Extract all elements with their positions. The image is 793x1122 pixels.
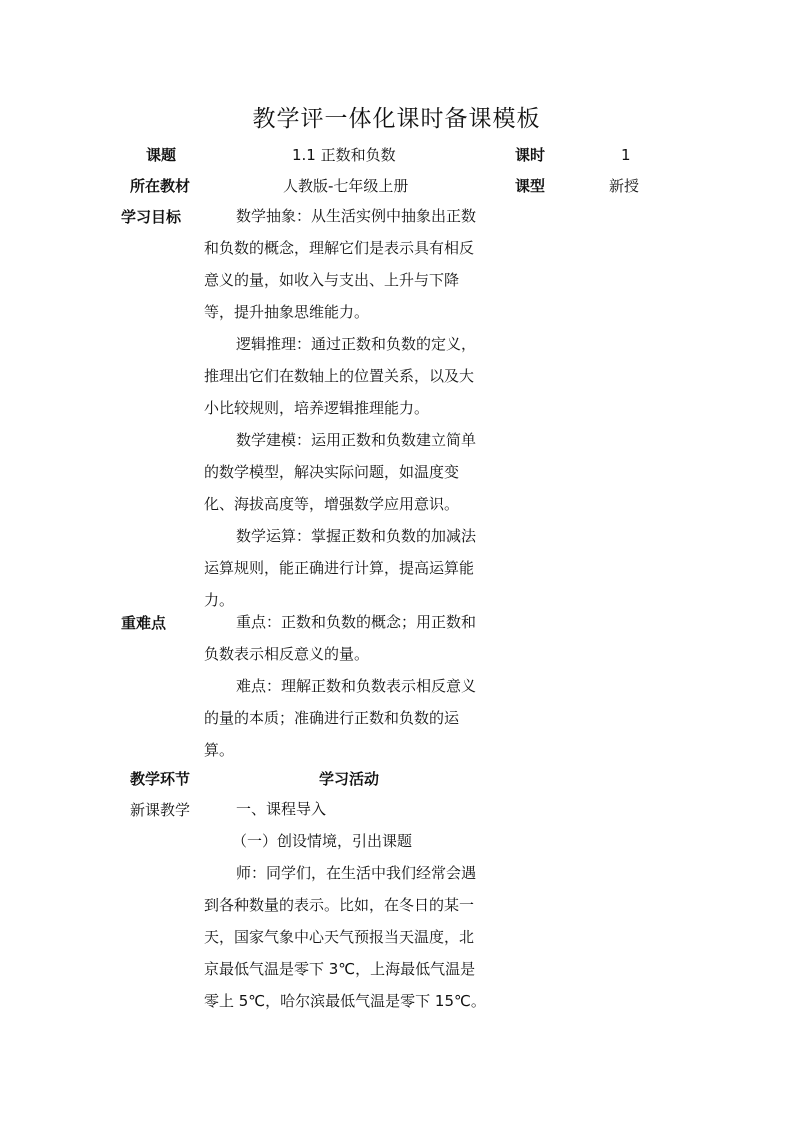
objective-line: 和负数的概念，理解它们是表示具有相反 [204,239,475,257]
type-label: 课型 [515,177,546,195]
textbook-value: 人教版-七年级上册 [283,177,409,195]
keypoint-line: 的量的本质；准确进行正数和负数的运 [204,709,460,727]
objective-line: 的数学模型，解决实际问题，如温度变 [204,463,460,481]
objective-line: 力。 [204,591,235,609]
objective-line: 推理出它们在数轴上的位置关系，以及大 [204,367,475,385]
type-value: 新授 [609,177,640,195]
objective-line: 数学建模：运用正数和负数建立简单 [236,431,477,449]
objective-line: 小比较规则，培养逻辑推理能力。 [204,399,430,417]
objective-line: 化、海拔高度等，增强数学应用意识。 [204,495,460,513]
topic-label: 课题 [146,146,177,164]
lesson-line: （一）创设情境，引出课题 [232,832,413,850]
objective-line: 逻辑推理：通过正数和负数的定义， [236,335,477,353]
topic-value: 1.1 正数和负数 [292,146,396,164]
keypoint-line: 重点：正数和负数的概念；用正数和 [236,613,477,631]
objectives-text [204,200,496,616]
textbook-label: 所在教材 [130,177,191,195]
lesson-line: 京最低气温是零下 3℃，上海最低气温是 [204,960,476,978]
new-lesson-text [204,793,496,1017]
objective-line: 运算规则，能正确进行计算，提高运算能 [204,559,475,577]
period-value: 1 [621,146,631,164]
keypoints-label: 重难点 [121,614,167,632]
keypoint-line: 负数表示相反意义的量。 [204,645,370,663]
keypoints-text [204,606,496,766]
lesson-line: 一、课程导入 [236,800,327,818]
objective-line: 数学抽象：从生活实例中抽象出正数 [236,207,477,225]
period-label: 课时 [515,146,546,164]
objectives-label: 学习目标 [121,208,182,226]
activity-column-header: 学习活动 [319,770,380,788]
new-lesson-label: 新课教学 [130,801,191,819]
lesson-line: 天，国家气象中心天气预报当天温度，北 [204,928,475,946]
stage-column-header: 教学环节 [130,770,191,788]
keypoint-line: 难点：理解正数和负数表示相反意义 [236,677,477,695]
document-title: 教学评一体化课时备课模板 [252,106,541,132]
objective-line: 等，提升抽象思维能力。 [204,303,370,321]
lesson-line: 零上 5℃，哈尔滨最低气温是零下 15℃。 [204,992,486,1010]
lesson-line: 到各种数量的表示。比如，在冬日的某一 [204,896,475,914]
keypoint-line: 算。 [204,741,235,759]
objective-line: 意义的量，如收入与支出、上升与下降 [204,271,460,289]
objective-line: 数学运算：掌握正数和负数的加减法 [236,527,477,545]
lesson-line: 师：同学们，在生活中我们经常会遇 [236,864,477,882]
